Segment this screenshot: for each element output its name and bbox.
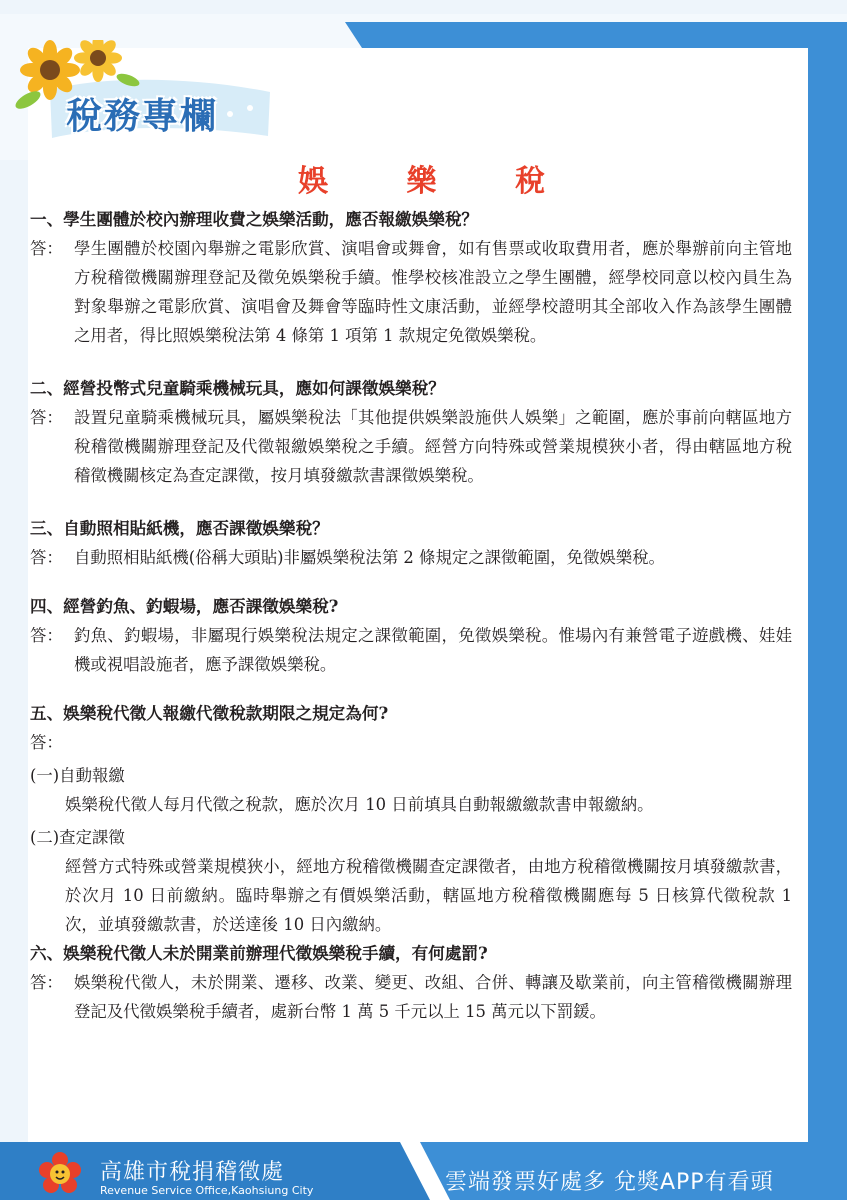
answer-3: 自動照相貼紙機(俗稱大頭貼)非屬娛樂稅法第 2 條規定之課徵範圍，免徵娛樂稅。 [74, 548, 665, 567]
answer-label: 答： [30, 548, 63, 567]
footer-slogan: 雲端發票好處多 兌獎APP有看頭 [445, 1170, 774, 1195]
answer-label: 答： [30, 973, 63, 992]
question-2: 二、經營投幣式兒童騎乘機械玩具，應如何課徵娛樂稅？ [30, 378, 445, 398]
qa-item-4 [30, 592, 792, 679]
answer-label: 答： [30, 626, 63, 645]
footer-org-name-en: Revenue Service Office,Kaohsiung City [100, 1184, 314, 1197]
question-3: 三、自動照相貼紙機，應否課徵娛樂稅？ [30, 518, 329, 538]
answer-label: 答： [30, 239, 63, 258]
sub-item-label-1: (一)自動報繳 [30, 766, 125, 785]
question-5: 五、娛樂稅代徵人報繳代徵稅款期限之規定為何? [30, 703, 389, 723]
answer-6: 娛樂稅代徵人，未於開業、遷移、改業、變更、改組、合併、轉讓及歇業前，向主管稽徵機關辦理登記及代徵娛樂稅手續者，處新台幣 1 萬 5 千元以上 15 萬元以下罰鍰。 [74, 973, 792, 1021]
footer-org-name: 高雄市稅捐稽徵處 [100, 1160, 285, 1185]
sub-item-text-1: 娛樂稅代徵人每月代徵之稅款，應於次月 10 日前填具自動報繳繳款書申報繳納。 [65, 795, 654, 814]
answer-label: 答： [30, 408, 63, 427]
qa-item-5 [30, 699, 792, 939]
question-1: 一、學生團體於校內辦理收費之娛樂活動，應否報繳娛樂稅？ [30, 209, 479, 229]
question-6: 六、娛樂稅代徵人未於開業前辦理代徵娛樂稅手續，有何處罰? [30, 943, 488, 963]
sub-item-text-2: 經營方式特殊或營業規模狹小，經地方稅稽徵機關查定課徵者，由地方稅稽徵機關按月填發繳款書，於次月 10 日前繳納。臨時舉辦之有價娛樂活動，轄區地方稅稽徵機關應每 5 日核算代徵稅款 1 次，並填發繳款書，於送達後 10 日內繳納。 [65, 857, 792, 934]
qa-item-3 [30, 514, 792, 572]
answer-4: 釣魚、釣蝦場，非屬現行娛樂稅法規定之課徵範圍，免徵娛樂稅。惟場內有兼營電子遊戲機、娃娃機或視唱設施者，應予課徵娛樂稅。 [74, 626, 792, 674]
question-4: 四、經營釣魚、釣蝦場，應否課徵娛樂稅? [30, 596, 339, 616]
qa-item-1 [30, 205, 792, 350]
answer-1: 學生團體於校園內舉辦之電影欣賞、演唱會或舞會，如有售票或收取費用者，應於舉辦前向主管地方稅稽徵機關辦理登記及徵免娛樂稅手續。惟學校核准設立之學生團體，經學校同意以校內員生為對象舉辦之電影欣賞、演唱會及舞會等臨時性文康活動，並經學校證明其全部收入作為該學生團體之用者，得比照娛樂稅法第 4 條第 1 項第 1 款規定免徵娛樂稅。 [74, 239, 792, 345]
qa-content [30, 205, 792, 1026]
page-title: 娛 樂 稅 [298, 164, 579, 199]
sub-item-label-2: (二)查定課徵 [30, 828, 125, 847]
column-title: 稅務專欄 [66, 96, 219, 137]
answer-2: 設置兒童騎乘機械玩具，屬娛樂稅法「其他提供娛樂設施供人娛樂」之範圍，應於事前向轄區地方稅稽徵機關辦理登記及代徵報繳娛樂稅之手續。經營方向特殊或營業規模狹小者，得由轄區地方稅稽徵機關核定為查定課徵，按月填發繳款書課徵娛樂稅。 [74, 408, 792, 485]
answer-label: 答： [30, 733, 63, 752]
qa-item-6 [30, 939, 792, 1026]
mascot-icon [30, 1148, 90, 1198]
qa-item-2 [30, 374, 792, 490]
